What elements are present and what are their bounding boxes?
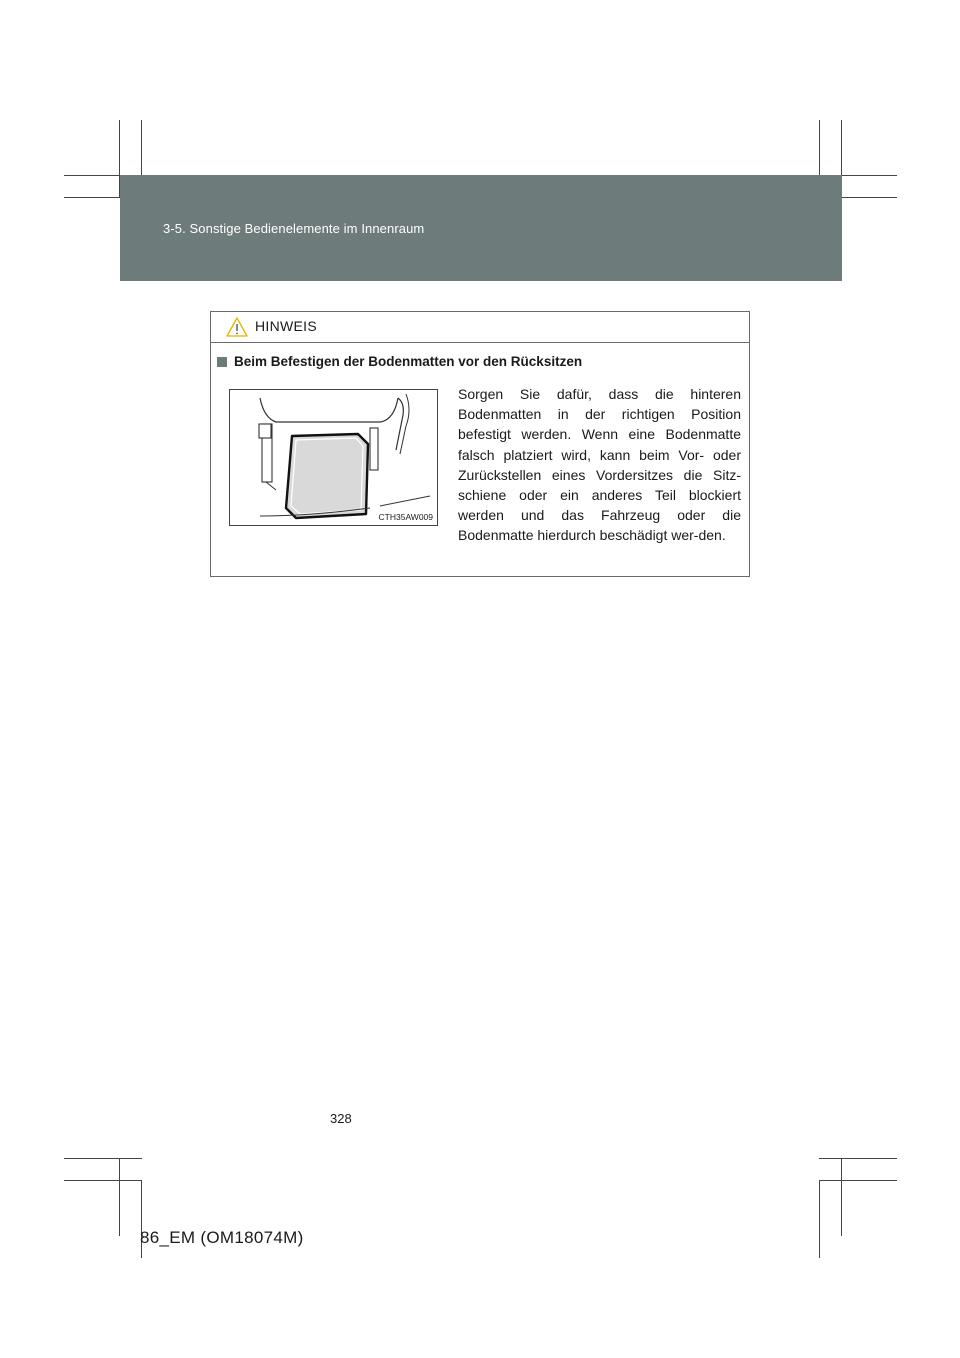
notice-subheading [217, 354, 582, 369]
floor-mat-drawing [230, 390, 437, 525]
crop-mark [64, 1180, 142, 1181]
document-id: 86_EM (OM18074M) [140, 1228, 304, 1247]
crop-mark [819, 1180, 897, 1181]
crop-mark [119, 1158, 120, 1236]
floor-mat-illustration [229, 389, 438, 526]
crop-mark [819, 1180, 820, 1258]
page-number: 328 [330, 1111, 352, 1126]
crop-mark [64, 1158, 142, 1159]
crop-mark [841, 1158, 842, 1236]
notice-header [211, 312, 749, 343]
crop-mark [819, 1158, 897, 1159]
notice-box [210, 311, 750, 577]
section-title: 3-5. Sonstige Bedienelemente im Innenraum [163, 221, 425, 236]
image-code: CTH35AW009 [378, 512, 433, 522]
square-bullet-icon [217, 357, 227, 367]
notice-body-text: Sorgen Sie dafür, dass die hinteren Bodenmatten in der richtigen Position befestigt werden. Wenn eine Bodenmatte falsch platziert wird, kann beim Vor- oder Zurückstellen eines Vordersitzes die Sitz-schiene oder ein anderes Teil blockiert werden und das Fahrzeug oder die Bodenmatte hierdurch beschädigt wer-den. [458, 386, 741, 544]
warning-triangle-icon [225, 316, 249, 338]
notice-subheading-text: Beim Befestigen der Bodenmatten vor den Rücksitzen [234, 354, 583, 369]
notice-label: HINWEIS [255, 318, 317, 334]
